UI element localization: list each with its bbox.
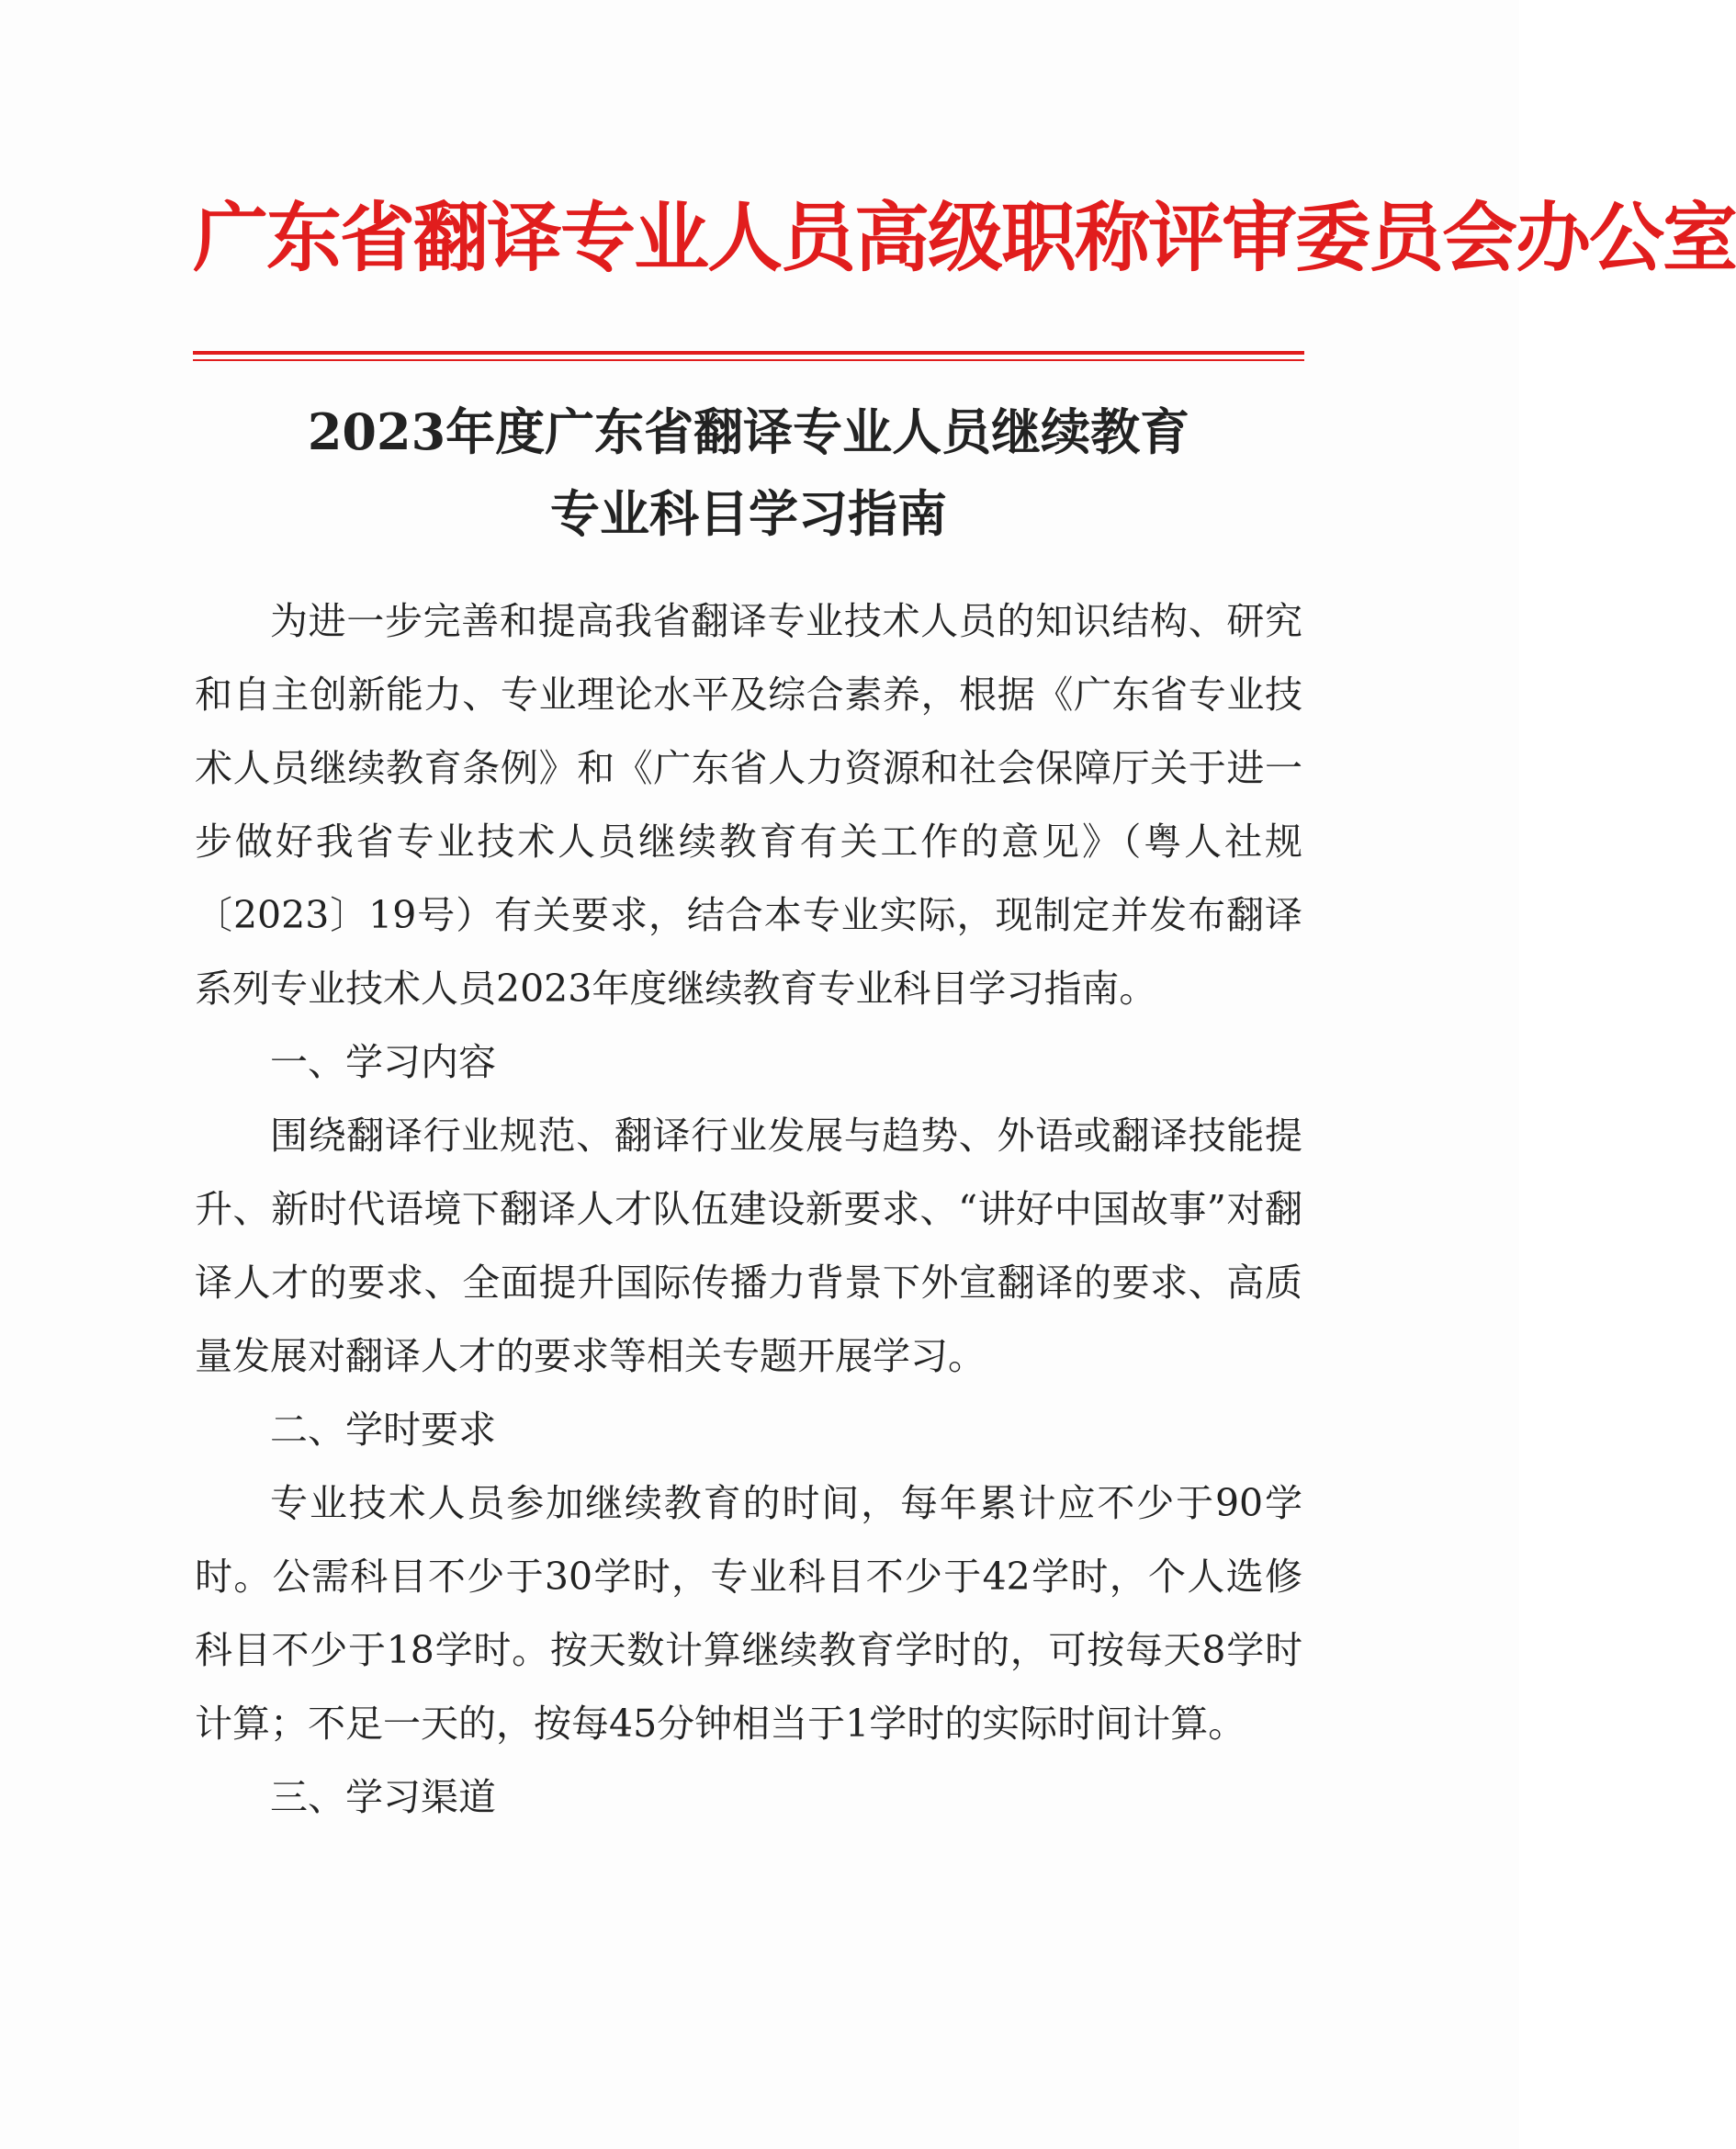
content-paragraph: 围绕翻译行业规范、翻译行业发展与趋势、外语或翻译技能提升、新时代语境下翻译人才队伍建设新要求、“讲好中国故事”对翻译人才的要求、全面提升国际传播力背景下外宣翻译的要求、高质量发展对翻译人才的要求等相关专题开展学习。 [195,1114,1302,1378]
red-divider-thin [193,359,1304,361]
section-heading-content: 一、学习内容 [270,1040,496,1084]
intro-paragraph: 为进一步完善和提高我省翻译专业技术人员的知识结构、研究和自主创新能力、专业理论水平及综合素养，根据《广东省专业技术人员继续教育条例》和《广东省人力资源和社会保障厅关于进一步做好我省专业技术人员继续教育有关工作的意见》（粤人社规〔2023〕19号）有关要求，结合本专业实际，现制定并发布翻译系列专业技术人员2023年度继续教育专业科目学习指南。 [195,599,1302,1011]
red-divider-thick [193,351,1304,355]
section-heading-channels: 三、学习渠道 [270,1775,496,1819]
issuer-header: 广东省翻译专业人员高级职称评审委员会办公室 [193,194,1736,282]
document-title-line-2: 专业科目学习指南 [550,484,947,543]
document-body [195,584,1302,1834]
document-title-line-1: 2023年度广东省翻译专业人员继续教育 [307,402,1190,461]
section-heading-hours: 二、学时要求 [270,1408,496,1452]
hours-paragraph: 专业技术人员参加继续教育的时间，每年累计应不少于90学时。公需科目不少于30学时，专业科目不少于42学时，个人选修科目不少于18学时。按天数计算继续教育学时的，可按每天8学时计算；不足一天的，按每45分钟相当于1学时的实际时间计算。 [195,1481,1302,1746]
